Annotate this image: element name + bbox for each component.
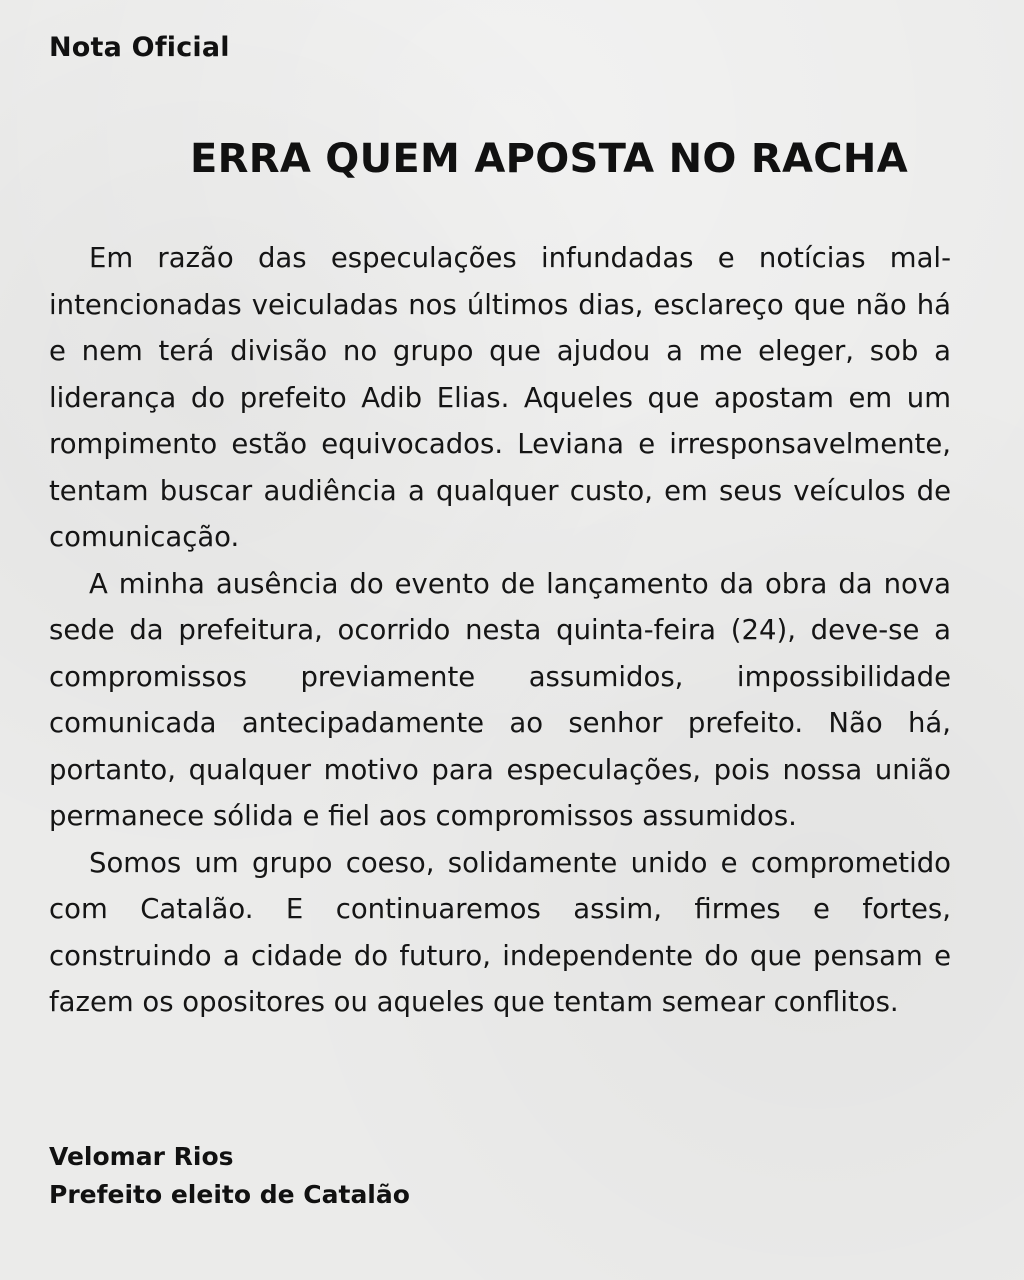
document-label: Nota Oficial: [49, 32, 230, 63]
signatory-title: Prefeito eleito de Catalão: [49, 1180, 410, 1209]
paragraph: Somos um grupo coeso, solidamente unido e comprometido com Catalão. E continuaremos assim, firmes e fortes, construindo a cidade do futuro, independente do que pensam e fazem os opositores ou aqueles que tentam semear conflitos.: [49, 846, 951, 1018]
signatory-name: Velomar Rios: [49, 1142, 234, 1171]
paragraph: A minha ausência do evento de lançamento da obra da nova sede da prefeitura, ocorrido nesta quinta-feira (24), deve-se a compromissos previamente assumidos, impossibilidade comunicada antecipadamente ao senhor prefeito. Não há, portanto, qualquer motivo para especulações, pois nossa união permanece sólida e fiel aos compromissos assumidos.: [49, 567, 951, 832]
signature-block: [49, 1138, 410, 1214]
paragraph: Em razão das especulações infundadas e notícias mal-intencionadas veiculadas nos últimos dias, esclareço que não há e nem terá divisão no grupo que ajudou a me eleger, sob a liderança do prefeito Adib Elias. Aqueles que apostam em um rompimento estão equivocados. Leviana e irresponsavelmente, tentam buscar audiência a qualquer custo, em seus veículos de comunicação.: [49, 242, 951, 553]
note-body: [49, 235, 951, 1026]
headline: ERRA QUEM APOSTA NO RACHA: [190, 136, 908, 182]
